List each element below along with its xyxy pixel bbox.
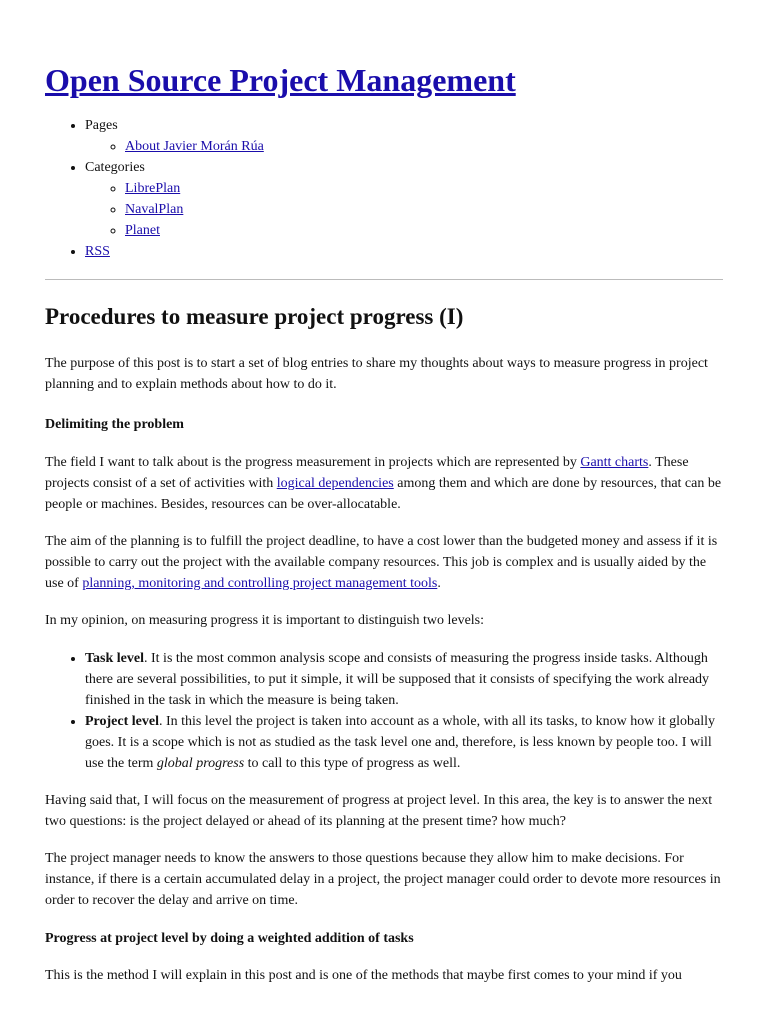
nav-link-about[interactable]: About Javier Morán Rúa <box>125 139 264 154</box>
nav-categories <box>85 157 723 241</box>
post <box>45 302 723 986</box>
level-item-task <box>85 648 723 711</box>
text-span: among them and which are done by resources, that can be people or machines. Besides, resources can be over-allocatable. <box>45 476 722 512</box>
site-title <box>45 0 723 98</box>
paragraph-focus: Having said that, I will focus on the measurement of progress at project level. In this area, the key is to answer the next two questions: is the project delayed or ahead of its planning at the present time? how much? <box>45 793 713 829</box>
level-term: Task level <box>85 651 144 666</box>
level-term: Project level <box>85 714 159 729</box>
paragraph-method: This is the method I will explain in this post and is one of the methods that maybe first comes to your mind if you <box>45 968 682 983</box>
nav-link-navalplan[interactable]: NavalPlan <box>125 202 184 217</box>
nav-page-item <box>125 136 723 157</box>
level-item-project <box>85 711 723 774</box>
post-intro: The purpose of this post is to start a set of blog entries to share my thoughts about ways to measure progress in project planning and to explain methods about how to do it. <box>45 356 708 392</box>
site-navigation <box>45 115 723 262</box>
section-heading-delimiting: Delimiting the problem <box>45 417 184 432</box>
post-title: Procedures to measure project progress (I) <box>45 304 464 329</box>
nav-rss <box>85 241 723 262</box>
site-title-link[interactable]: Open Source Project Management <box>45 62 516 98</box>
nav-category-item <box>125 199 723 220</box>
link-logical-dependencies[interactable]: logical dependencies <box>276 476 394 491</box>
paragraph-opinion: In my opinion, on measuring progress it is important to distinguish two levels: <box>45 613 485 628</box>
nav-pages-list <box>85 136 723 157</box>
nav-link-rss[interactable]: RSS <box>85 244 110 259</box>
nav-link-libreplan[interactable]: LibrePlan <box>125 181 181 196</box>
nav-category-item <box>125 178 723 199</box>
nav-pages-label: Pages <box>85 118 118 133</box>
level-text: . It is the most common analysis scope and consists of measuring the progress inside tasks. Although there are several possibilities, to put it simple, it will be supposed that it consists of specifying the work already finished in the task in which the measure is being taken. <box>85 651 710 708</box>
paragraph-manager: The project manager needs to know the answers to those questions because they allow him to make decisions. For instance, if there is a certain accumulated delay in a project, the project manager could order to devote more resources in order to recover the delay and arrive on time. <box>45 851 721 908</box>
paragraph-field <box>45 452 723 515</box>
text-span: The aim of the planning is to fulfill the project deadline, to have a cost lower than the budgeted money and assess if it is possible to carry out the project with the available company resources. This job is complex and is usually aided by the use of <box>45 534 718 591</box>
nav-categories-list <box>85 178 723 241</box>
levels-list <box>45 648 723 774</box>
paragraph-aim <box>45 531 723 594</box>
text-span: . These projects consist of a set of activities with <box>45 455 689 491</box>
link-gantt-charts[interactable]: Gantt charts <box>580 455 649 470</box>
level-emphasis: global progress <box>156 756 245 771</box>
divider <box>45 279 723 280</box>
nav-categories-label: Categories <box>85 160 145 175</box>
text-span: The field I want to talk about is the progress measurement in projects which are represented by <box>45 455 581 470</box>
nav-link-planet[interactable]: Planet <box>125 223 160 238</box>
link-pm-tools[interactable]: planning, monitoring and controlling project management tools <box>82 576 438 591</box>
level-text: to call to this type of progress as well. <box>244 756 461 771</box>
text-span: . <box>437 576 441 591</box>
nav-pages <box>85 115 723 157</box>
section-heading-weighted: Progress at project level by doing a weighted addition of tasks <box>45 931 414 946</box>
level-text: . In this level the project is taken into account as a whole, with all its tasks, to know how it globally goes. It is a scope which is not as studied as the task level one and, therefore, is less known by people too. I will use the term <box>85 714 715 771</box>
nav-category-item <box>125 220 723 241</box>
